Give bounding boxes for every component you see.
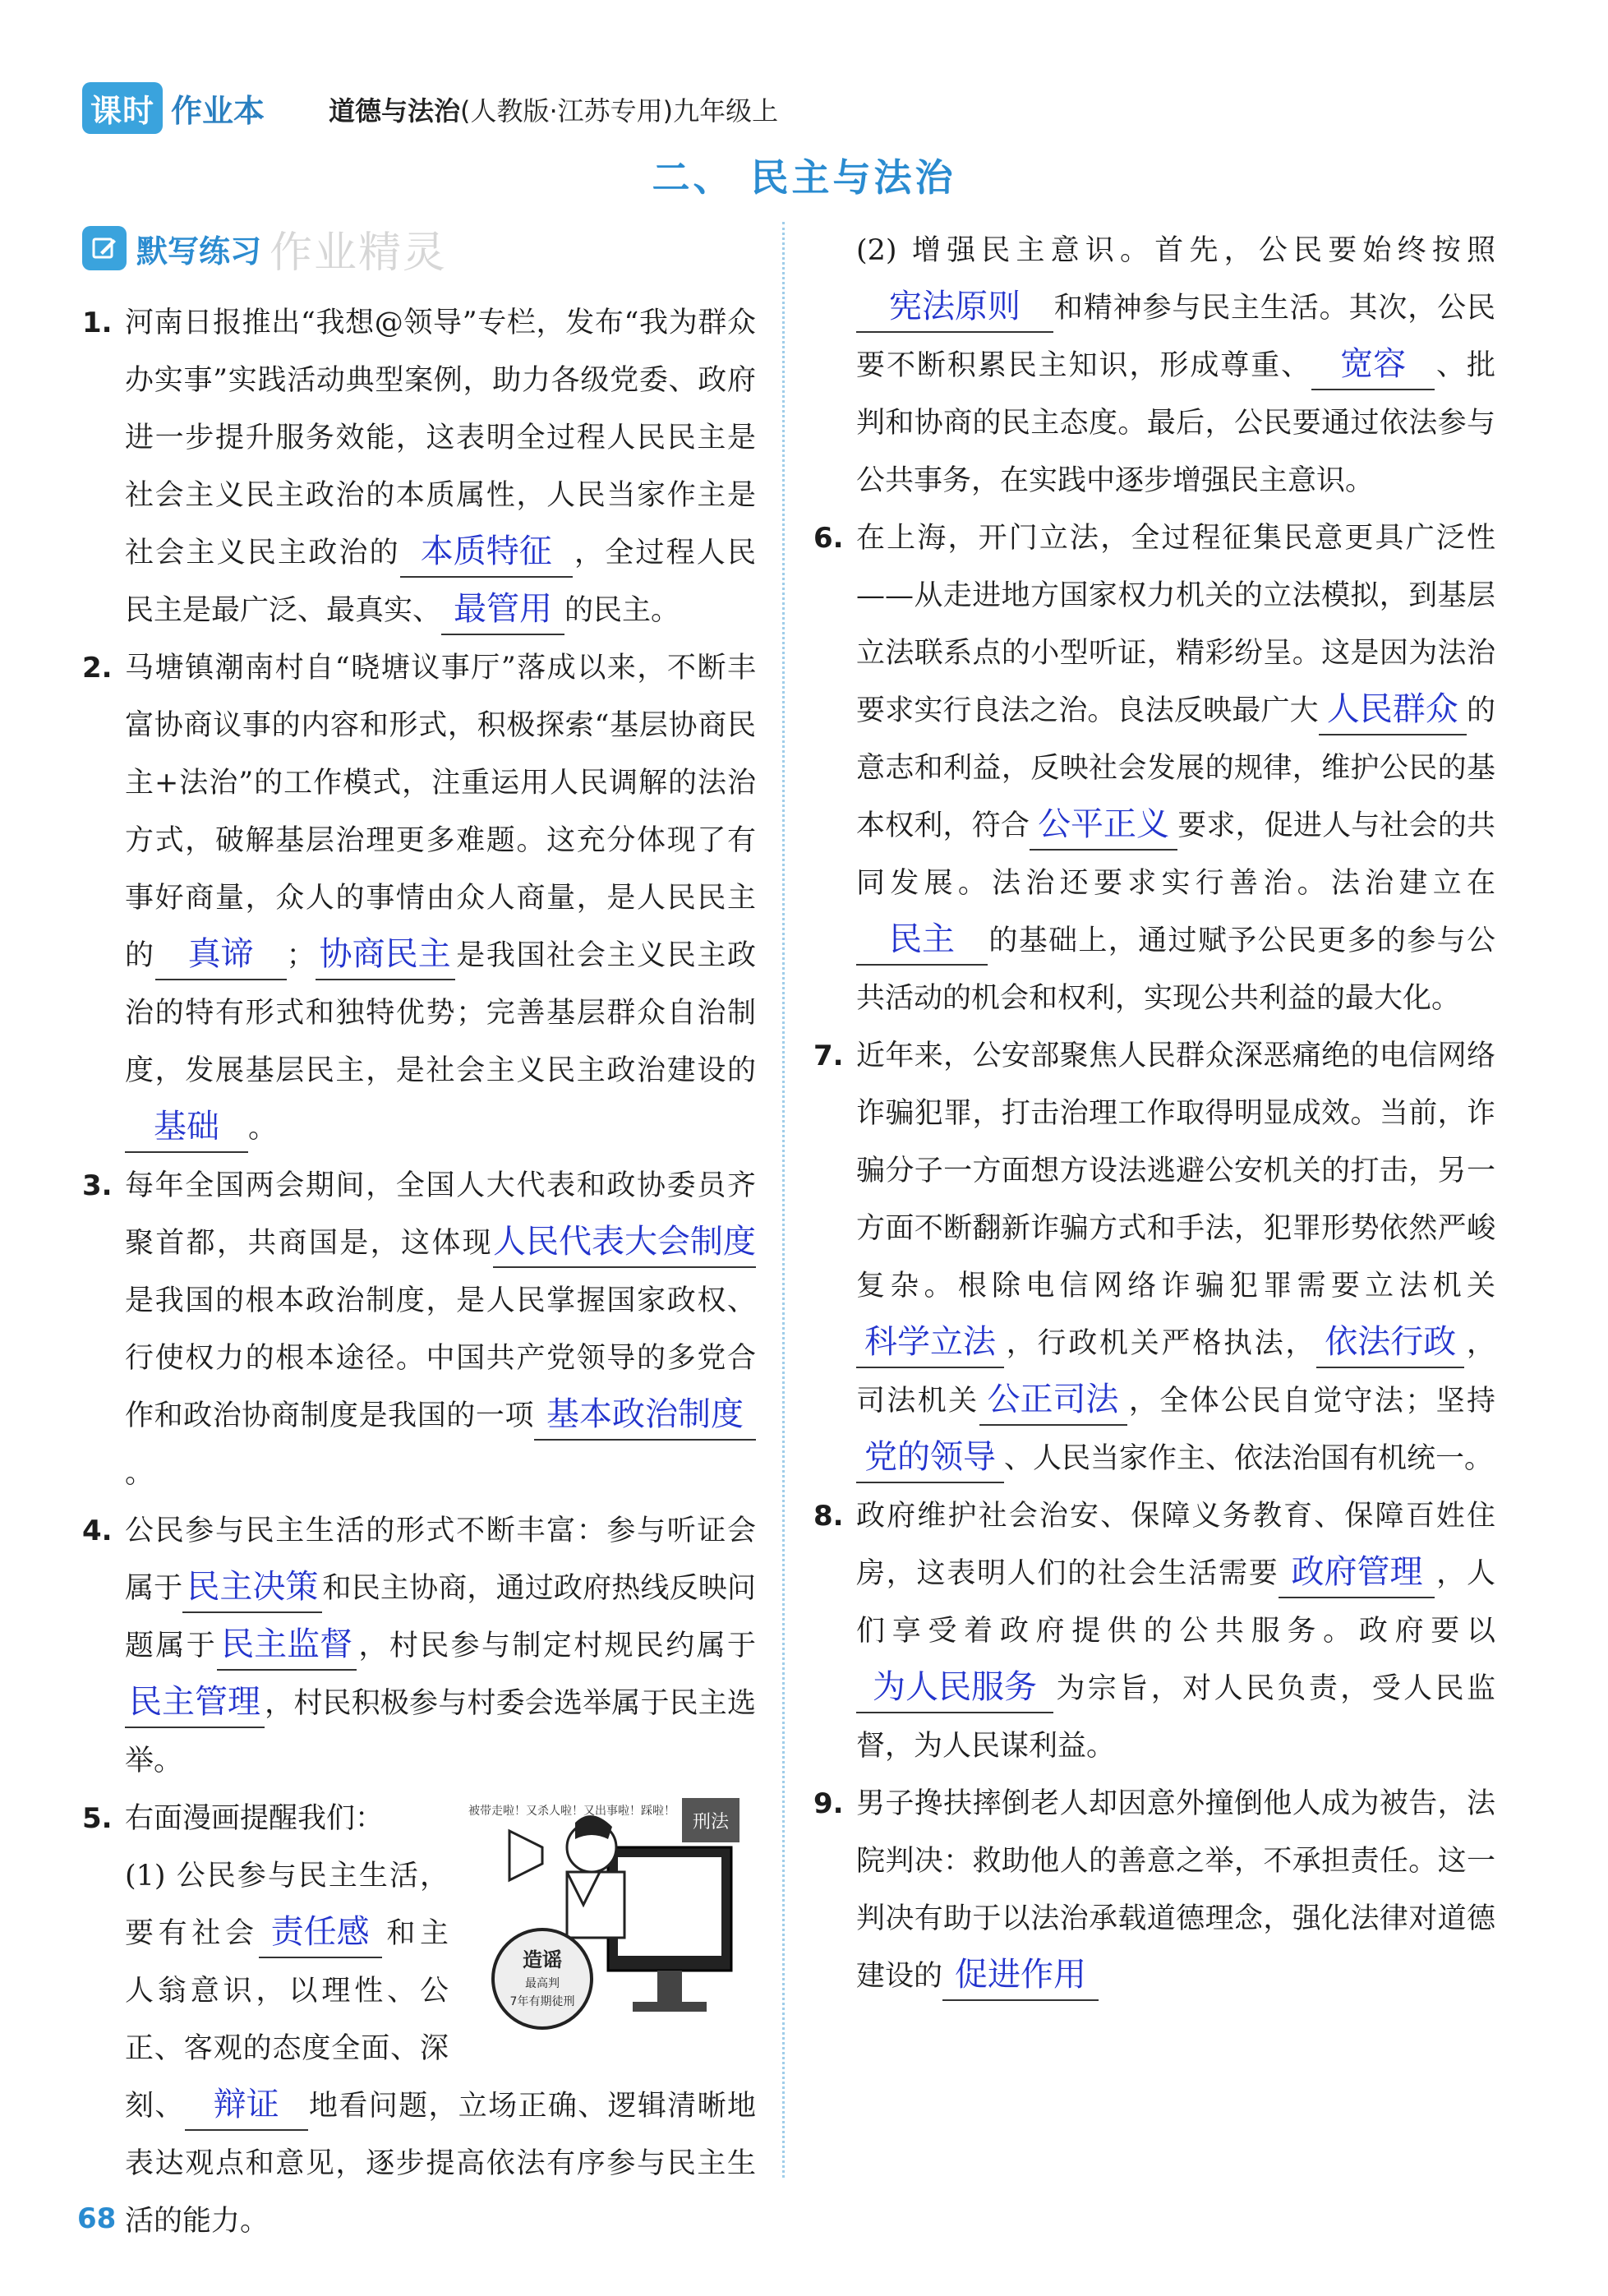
handwritten-answer: 宽容 xyxy=(1340,345,1407,383)
text-segment: 和主人翁意识，以理性、公正、客观的态度全面、深刻、 xyxy=(125,1917,449,2123)
question-number: 9. xyxy=(813,1787,844,1820)
answer-blank xyxy=(185,2082,308,2131)
question-8 xyxy=(813,1487,1495,1775)
cartoon-stamp-3: 7年有期徒刑 xyxy=(509,1995,575,2008)
question-number: 1. xyxy=(82,307,113,339)
handwritten-answer: 科学立法 xyxy=(864,1323,996,1361)
handwritten-answer: 促进作用 xyxy=(955,1956,1087,1994)
page-header xyxy=(82,82,1520,131)
text-segment: 的民主。 xyxy=(564,594,680,627)
question-text xyxy=(125,1502,756,1790)
watermark: 作业精灵 xyxy=(270,228,448,278)
handwritten-answer: 协商民主 xyxy=(319,935,451,973)
section-header xyxy=(82,222,756,278)
text-segment: ，司法机关 xyxy=(856,1327,1495,1418)
book-title xyxy=(329,90,778,128)
handwritten-answer: 公正司法 xyxy=(987,1381,1119,1418)
logo-text: 作业本 xyxy=(171,93,265,129)
text-segment: 、批判和协商的民主态度。最后，公民要通过依法参与公共事务，在实践中逐步增强民主意识。 xyxy=(856,349,1495,497)
handwritten-answer: 基本政治制度 xyxy=(546,1395,744,1433)
answer-blank xyxy=(856,284,1053,333)
question-number: 2. xyxy=(82,652,113,685)
text-segment: 公民参与民主生活的形式不断丰富：参与听证会属于 xyxy=(125,1515,756,1605)
question-text xyxy=(856,222,1495,509)
text-segment: 和精神参与民主生活。其次，公民要不断积累民主知识，形成尊重、 xyxy=(856,292,1495,382)
question-text xyxy=(125,294,756,639)
handwritten-answer: 依法行政 xyxy=(1325,1323,1457,1361)
publisher-logo xyxy=(82,82,265,134)
answer-blank xyxy=(259,1909,382,1958)
answer-blank xyxy=(856,916,988,966)
text-segment: 地看问题，立场正确、逻辑清晰地表达观点和意见，逐步提高依法有序参与民主生活的能力。 xyxy=(125,2090,756,2238)
question-9 xyxy=(813,1775,1495,2005)
answer-blank xyxy=(441,586,564,635)
cartoon-stamp-2: 最高判 xyxy=(525,1977,560,1990)
question-number: 4. xyxy=(82,1515,113,1547)
text-segment: ，行政机关严格执法， xyxy=(1004,1327,1317,1360)
text-segment: 要求，促进人与社会的共同发展。法治还要求实行善治。法治建立在 xyxy=(856,809,1495,900)
question-text xyxy=(856,509,1495,1027)
answer-blank xyxy=(1279,1549,1435,1598)
question-7 xyxy=(813,1027,1495,1487)
answer-blank xyxy=(493,1219,756,1268)
text-segment: 为宗旨，对人民负责，受人民监督，为人民谋利益。 xyxy=(856,1672,1495,1763)
question-number: 8. xyxy=(813,1500,844,1533)
text-segment: 是我国的根本政治制度，是人民掌握国家政权、行使权力的根本途径。中国共产党领导的多党合作和政治协商制度是我国的一项 xyxy=(125,1284,756,1432)
answer-blank xyxy=(534,1391,756,1441)
answer-blank xyxy=(155,931,287,980)
handwritten-answer: 最管用 xyxy=(454,590,553,628)
question-text xyxy=(856,1775,1495,2005)
section-title: 默写练习 xyxy=(136,233,262,270)
answer-blank xyxy=(125,1679,265,1728)
handwritten-answer: 党的领导 xyxy=(864,1438,996,1476)
answer-blank xyxy=(856,1434,1004,1483)
cartoon-stamp-1: 造谣 xyxy=(523,1948,562,1971)
answer-blank xyxy=(1311,341,1435,390)
text-segment: 。 xyxy=(125,1457,154,1490)
text-segment: ，人们享受着政府提供的公共服务。政府要以 xyxy=(856,1557,1495,1648)
question-text xyxy=(125,1790,756,2250)
answer-blank xyxy=(942,1952,1099,2001)
text-segment: (2) 增强民主意识。首先，公民要始终按照 xyxy=(856,234,1495,267)
handwritten-answer: 宪法原则 xyxy=(889,288,1021,325)
answer-blank xyxy=(1316,1319,1464,1368)
text-segment: 在上海，开门立法，全过程征集民意更具广泛性——从走进地方国家权力机关的立法模拟，到基层立法联系点的小型听证，精彩纷呈。这是因为法治要求实行良法之治。良法反映最广大 xyxy=(856,522,1495,727)
question-3 xyxy=(82,1157,756,1502)
text-segment: 的基础上，通过赋予公民更多的参与公共活动的机会和权利，实现公共利益的最大化。 xyxy=(856,924,1495,1015)
answer-blank xyxy=(400,528,573,578)
handwritten-answer: 本质特征 xyxy=(420,533,552,570)
text-segment: 男子搀扶摔倒老人却因意外撞倒他人成为被告，法院判决：救助他人的善意之举，不承担责任。这一判决有助于以法治承载道德理念，强化法律对道德建设的 xyxy=(856,1787,1495,1993)
answer-blank xyxy=(316,931,455,980)
book-edition: (人教版·江苏专用)九年级上 xyxy=(460,95,779,127)
text-segment: 河南日报推出“我想@领导”专栏，发布“我为群众办实事”实践活动典型案例，助力各级党委、政府进一步提升服务效能，这表明全过程人民民主是社会主义民主政治的本质属性，人民当家作主是社会主义民主政治的 xyxy=(125,307,756,569)
answer-blank xyxy=(979,1376,1127,1426)
handwritten-answer: 民主 xyxy=(889,920,955,958)
answer-blank xyxy=(856,1319,1004,1368)
logo-box: 课时 xyxy=(82,82,163,134)
handwritten-answer: 为人民服务 xyxy=(873,1668,1037,1706)
text-segment: 。 xyxy=(248,1112,278,1145)
question-5 xyxy=(82,1790,756,2250)
question-text xyxy=(856,1027,1495,1487)
book-subject: 道德与法治 xyxy=(329,95,461,127)
text-segment: 和民主协商，通过政府热线反映问题属于 xyxy=(125,1572,756,1662)
text-segment: 马塘镇潮南村自“晓塘议事厅”落成以来，不断丰富协商议事的内容和形式，积极探索“基层协商民主+法治”的工作模式，注重运用人民调解的法治方式，破解基层治理更多难题。这充分体现了有事好商量，众人的事情由众人商量，是人民民主的 xyxy=(125,652,756,972)
question-number: 7. xyxy=(813,1040,844,1072)
text-segment: 是我国社会主义民主政治的特有形式和独特优势；完善基层群众自治制度，发展基层民主，是社会主义民主政治建设的 xyxy=(125,939,756,1087)
handwritten-answer: 基础 xyxy=(154,1108,219,1146)
question-number: 6. xyxy=(813,522,844,555)
question-number-spacer xyxy=(813,222,856,509)
question-6 xyxy=(813,509,1495,1027)
text-segment: ，全体公民自觉守法；坚持 xyxy=(1127,1385,1495,1418)
answer-blank xyxy=(1319,686,1467,735)
handwritten-answer: 政府管理 xyxy=(1291,1553,1423,1591)
handwritten-answer: 真谛 xyxy=(187,935,254,973)
text-segment: ； xyxy=(286,939,316,972)
text-segment: 的意志和利益，反映社会发展的规律，维护公民的基本权利，符合 xyxy=(856,694,1495,842)
handwritten-answer: 辩证 xyxy=(213,2086,279,2123)
text-segment: 右面漫画提醒我们： xyxy=(125,1802,385,1835)
answer-blank xyxy=(125,1104,248,1153)
cartoon-illustration xyxy=(460,1790,756,2036)
answer-blank xyxy=(217,1621,357,1671)
handwritten-answer: 民主决策 xyxy=(187,1568,319,1606)
question-text xyxy=(856,1487,1495,1775)
text-segment: 、人民当家作主、依法治国有机统一。 xyxy=(1004,1442,1494,1475)
text-segment: ，村民积极参与村委会选举属于民主选举。 xyxy=(125,1687,756,1777)
handwritten-answer: 责任感 xyxy=(270,1913,370,1951)
answer-blank xyxy=(1030,801,1177,851)
handwritten-answer: 民主监督 xyxy=(221,1625,353,1663)
cartoon-bubble-text: 被带走啦！又杀人啦！又出事啦！踩啦！ xyxy=(468,1805,675,1818)
handwritten-answer: 民主管理 xyxy=(129,1683,260,1721)
question-text xyxy=(125,1157,756,1502)
text-segment: (1) 公民参与民主生活，要有社会 xyxy=(125,1860,449,1950)
text-segment: 政府维护社会治安、保障义务教育、保障百姓住房，这表明人们的社会生活需要 xyxy=(856,1500,1495,1590)
question-4 xyxy=(82,1502,756,1790)
page-number: 68 xyxy=(77,2202,117,2235)
text-segment: ，全过程人民民主是最广泛、最真实、 xyxy=(125,537,756,627)
text-segment: 近年来，公安部聚焦人民群众深恶痛绝的电信网络诈骗犯罪，打击治理工作取得明显成效。当前，诈骗分子一方面想方设法逃避公安机关的打击，另一方面不断翻新诈骗方式和手法，犯罪形势依然严峻复杂。根除电信网络诈骗犯罪需要立法机关 xyxy=(856,1040,1495,1302)
cartoon-sign-text: 刑法 xyxy=(692,1812,730,1833)
handwritten-answer: 公平正义 xyxy=(1038,805,1170,843)
column-divider xyxy=(782,222,785,2178)
question-2 xyxy=(82,639,756,1157)
text-segment: ，村民参与制定村规民约属于 xyxy=(357,1630,756,1662)
text-segment: 每年全国两会期间，全国人大代表和政协委员齐聚首都，共商国是，这体现 xyxy=(125,1169,756,1260)
question-1 xyxy=(82,294,756,639)
handwritten-answer: 人民代表大会制度 xyxy=(493,1223,756,1261)
handwritten-answer: 人民群众 xyxy=(1326,690,1458,728)
left-column xyxy=(82,222,756,2250)
right-column xyxy=(813,222,1495,2005)
answer-blank xyxy=(182,1564,322,1613)
answer-blank xyxy=(856,1664,1053,1713)
pencil-icon xyxy=(82,226,127,270)
question-number: 5. xyxy=(82,1802,113,1835)
question-number: 3. xyxy=(82,1169,113,1202)
chapter-title: 二、 民主与法治 xyxy=(652,155,956,200)
question-5-part-2 xyxy=(813,222,1495,509)
question-text xyxy=(125,639,756,1157)
